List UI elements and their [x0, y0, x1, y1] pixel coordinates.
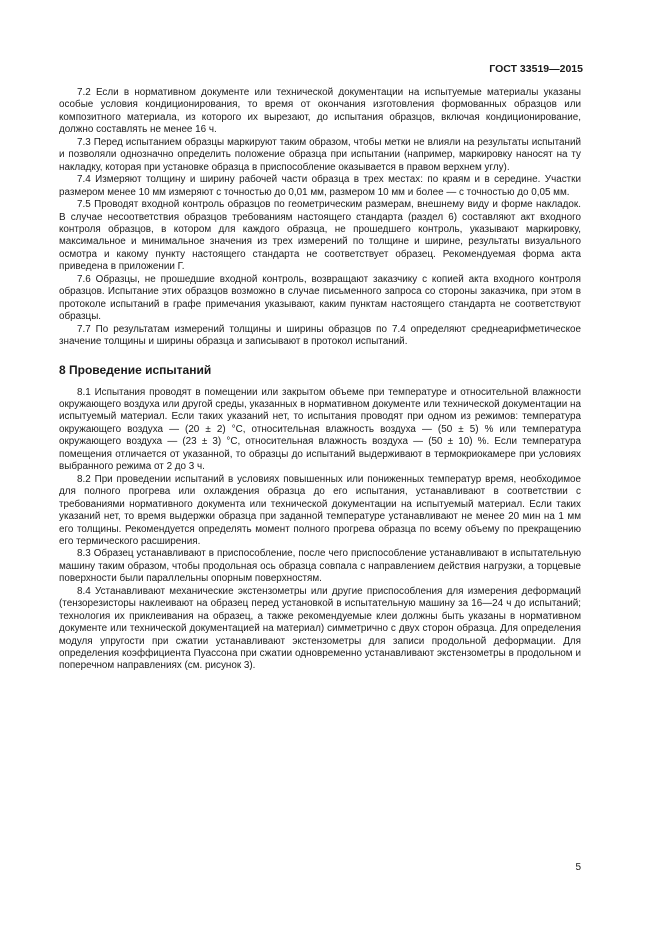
page-content [59, 87, 581, 673]
paragraph-8-1: 8.1 Испытания проводят в помещении или закрытом объеме при температуре и относительной влажности окружающего воздуха или другой среды, указанных в нормативном документе или технической документации на испытуемый материал. Если таких указаний нет, то испытания проводят при одном из режимов: температура окружающего воздуха — (20 ± 2) °С, относительная влажность воздуха — (50 ± 5) % или температура окружающего воздуха — (23 ± 3) °С, относительная влажность воздуха — (50 ± 10) %. Если температура помещения отличается от указанной, то образцы до испытаний выдерживают в термокриокамере при условиях выбранного режима от 2 до 3 ч. [59, 386, 581, 473]
paragraph-7-4: 7.4 Измеряют толщину и ширину рабочей части образца в трех местах: по краям и в середине. Участки размером менее 10 мм измеряют с точностью до 0,01 мм, размером 10 мм и более — с точностью до 0,05 мм. [59, 174, 581, 198]
paragraph-8-2: 8.2 При проведении испытаний в условиях повышенных или пониженных температур время, необходимое для полного прогрева или охлаждения образца до его испытания, устанавливают в соответствии с требованиями нормативного документа или технической документации на испытуемый материал. Если таких указаний нет, то время выдержки образца при заданной температуре устанавливают не менее 20 мин на 1 мм его толщины. Рекомендуется определять момент полного прогрева образца по всему объему по прекращению его термического расширения. [59, 473, 581, 547]
section-8-title: 8 Проведение испытаний [59, 362, 212, 377]
paragraph-7-2: 7.2 Если в нормативном документе или технической документации на испытуемые материалы указаны особые условия кондиционирования, то время от окончания изготовления формованных образцов или композитного материала, из которого их вырезают, до испытания образцов, включая кондиционирование, должно составлять не менее 16 ч. [59, 87, 581, 136]
paragraph-8-3: 8.3 Образец устанавливают в приспособление, после чего приспособление устанавливают в испытательную машину таким образом, чтобы продольная ось образца совпала с направлением действия нагрузки, а торцевые поверхности были параллельны опорным поверхностям. [59, 548, 581, 585]
paragraph-7-5: 7.5 Проводят входной контроль образцов по геометрическим размерам, внешнему виду и форме накладок. В случае несоответствия образцов требованиям настоящего стандарта (раздел 6) составляют акт входного контроля образцов, в котором для каждого образца, не прошедшего контроль, указывают маркировку, максимальное и минимальное значения из трех измерений по толщине и ширине, результаты визуального осмотра и какому пункту настоящего стандарта не соответствует образец. Рекомендуемая форма акта приведена в приложении Г. [59, 199, 581, 273]
paragraph-7-6: 7.6 Образцы, не прошедшие входной контроль, возвращают заказчику с копией акта входного контроля образцов. Испытание этих образцов возможно в случае письменного запроса со стороны заказчика, при этом в протоколе испытаний в графе примечания указывают, каким пунктам настоящего стандарта не соответствуют образцы. [59, 273, 581, 323]
paragraph-8-4: 8.4 Устанавливают механические экстензометры или другие приспособления для измерения деформаций (тензорезисторы наклеивают на образец перед установкой в испытательную машину за 16—24 ч до испытаний; технология их приклеивания на образец, а также рекомендуемые клеи должны быть указаны в нормативном документе или технической документацией на материал) симметрично с двух сторон образца. Для определения модуля упругости при сжатии устанавливают экстензометры для записи продольной деформации. Для определения коэффициента Пуассона при сжатии одновременно устанавливают экстензометры в продольном и поперечном направлениях (см. рисунок 3). [59, 585, 581, 672]
paragraph-7-3: 7.3 Перед испытанием образцы маркируют таким образом, чтобы метки не влияли на результаты испытаний и позволяли однозначно определить положение образца при испытании (например, маркировку наносят на ту накладку, которая при установке образца в приспособление оказывается в правом верхнем углу). [59, 136, 581, 173]
page-number: 5 [575, 862, 581, 873]
document-code: ГОСТ 33519—2015 [489, 63, 583, 75]
paragraph-7-7: 7.7 По результатам измерений толщины и ширины образцов по 7.4 определяют среднеарифметическое значение толщины и ширины образца и записывают в протокол испытаний. [59, 323, 581, 348]
